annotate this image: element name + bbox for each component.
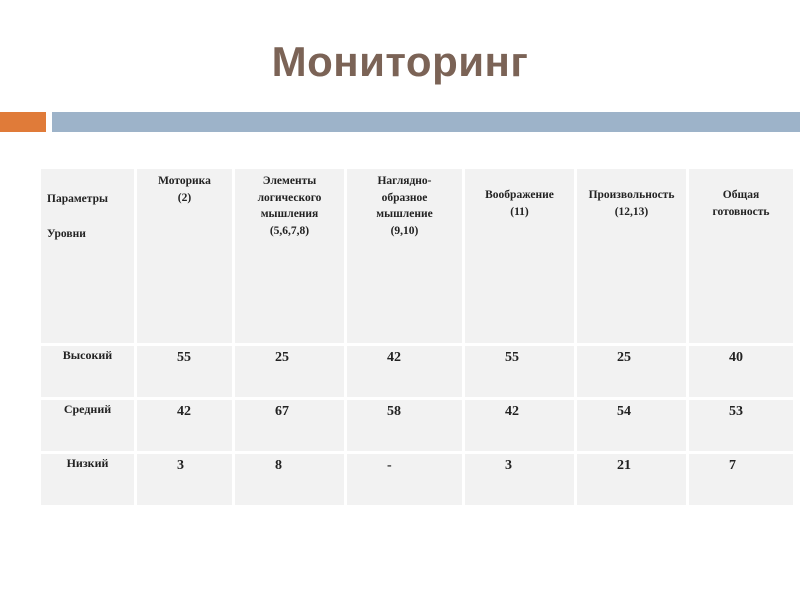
column-header-line: (12,13) xyxy=(614,205,649,218)
table-cell: 8 xyxy=(234,453,346,507)
column-header-logical-thinking xyxy=(234,168,346,345)
table-cell: 55 xyxy=(136,345,234,399)
table-cell: 3 xyxy=(136,453,234,507)
column-header-line: (11) xyxy=(510,205,529,218)
table-cell: 67 xyxy=(234,399,346,453)
column-header-voluntariness xyxy=(576,168,688,345)
column-header-line: Воображение xyxy=(485,189,554,201)
column-header-line: (5,6,7,8) xyxy=(269,225,310,238)
column-header-line: мышления xyxy=(260,208,319,221)
column-header-line: Произвольность xyxy=(588,189,675,201)
table-cell: 3 xyxy=(464,453,576,507)
table-cell: 25 xyxy=(234,345,346,399)
table-cell: - xyxy=(346,453,464,507)
column-header-line: образное xyxy=(381,191,428,204)
column-header-line: (9,10) xyxy=(390,225,419,238)
column-header-line: Элементы xyxy=(262,175,317,187)
accent-bar xyxy=(0,112,46,132)
table-row-high xyxy=(40,345,795,399)
table-cell: 21 xyxy=(576,453,688,507)
column-header-line: (2) xyxy=(177,191,192,204)
table-cell: 42 xyxy=(346,345,464,399)
table-cell: 54 xyxy=(576,399,688,453)
table-cell: 42 xyxy=(464,399,576,453)
table-cell: 58 xyxy=(346,399,464,453)
parameters-label: Параметры xyxy=(47,193,108,205)
column-header-motorika xyxy=(136,168,234,345)
column-header-line: логического xyxy=(257,191,322,204)
column-header-general-readiness xyxy=(688,168,795,345)
monitoring-table xyxy=(38,166,796,508)
column-header-line: Общая xyxy=(722,189,760,201)
row-label: Низкий xyxy=(40,453,136,507)
column-header-line: Наглядно- xyxy=(377,175,432,187)
column-header-imagination xyxy=(464,168,576,345)
table-cell: 40 xyxy=(688,345,795,399)
row-label: Средний xyxy=(40,399,136,453)
table-cell: 53 xyxy=(688,399,795,453)
page-title: Мониторинг xyxy=(271,38,529,85)
title-underline-bar xyxy=(52,112,800,132)
column-header-visual-thinking xyxy=(346,168,464,345)
column-header-line: мышление xyxy=(376,208,433,221)
levels-label: Уровни xyxy=(47,227,86,240)
table-cell: 55 xyxy=(464,345,576,399)
table-row-low xyxy=(40,453,795,507)
table-header-row xyxy=(40,168,795,345)
row-label: Высокий xyxy=(40,345,136,399)
table-cell: 42 xyxy=(136,399,234,453)
header-corner-cell xyxy=(40,168,136,345)
table-cell: 25 xyxy=(576,345,688,399)
column-header-line: Моторика xyxy=(158,175,211,187)
table-cell: 7 xyxy=(688,453,795,507)
table-row-medium xyxy=(40,399,795,453)
column-header-line: готовность xyxy=(712,205,770,218)
